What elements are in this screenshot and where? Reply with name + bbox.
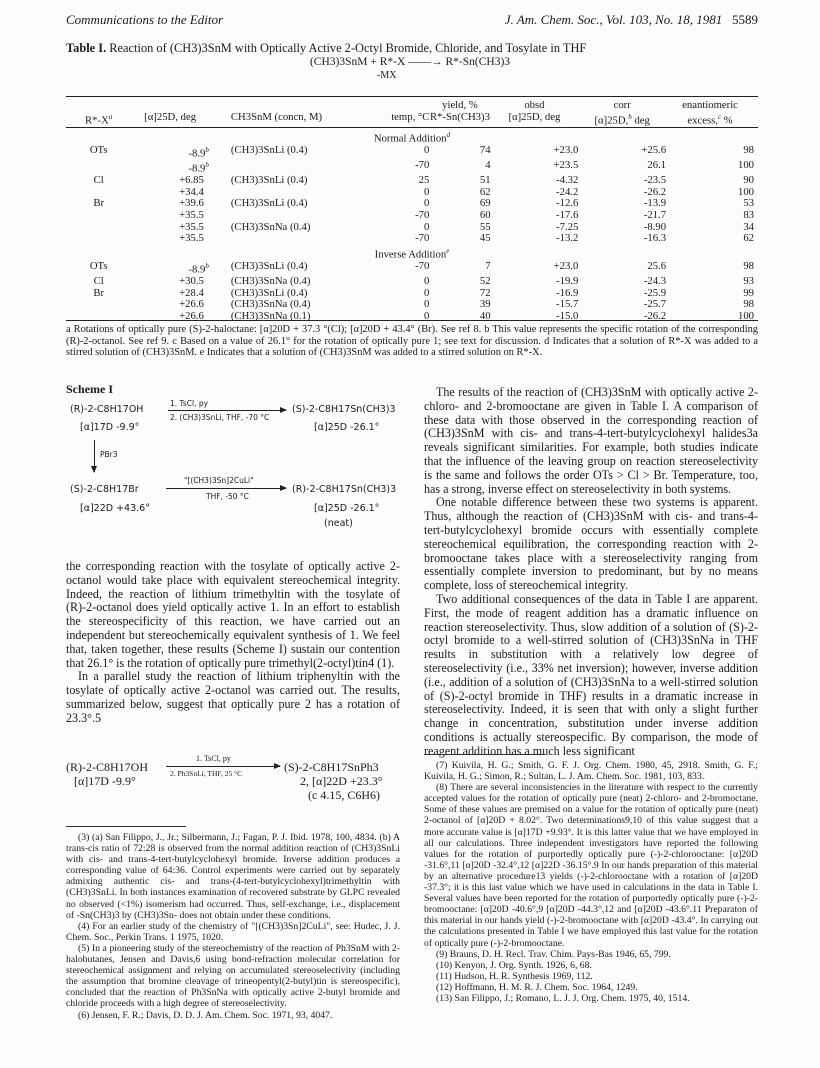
cell-ee: 98 [743, 259, 754, 272]
cell-corr: -24.3 [643, 275, 667, 288]
eq2-arrow-1: 1. TsCl, py [196, 754, 231, 763]
cell-yield: 74 [479, 143, 491, 156]
left-footnotes [66, 832, 400, 1021]
eq2-right-rot: 2, [α]22D +23.3° [300, 774, 383, 788]
section-normal: Normal Addition$^d$ [373, 130, 451, 145]
cell-obsd: -15.0 [556, 309, 579, 322]
right-paragraph-3: Two additional consequences of the data in Table I are apparent. First, the mode of reagent addition has a dramatic influence on reaction stereoselectivity. Thus, slow addition of a solution of (S)-2-octyl bromide to a well-stirred solution of (CH3)3SnNa in THF results in substitution with a relatively low degree of stereoselectivity (i.e., 33% net inversion); however, inverse addition (i.e., addition of a solution of (CH3)3SnNa to a well-stirred solution of (S)-2-octyl bromide in THF) results in a dramatic increase in stereoselectivity. Indeed, it is seen that with only a slight further change in concentration, substitution under inverse addition conditions is actually stereospecific. By comparison, the mode of reagent addition has a much less significant [424, 591, 758, 758]
right-footnote-rule [424, 754, 544, 755]
footnote-entry: (13) San Filippo, J.; Romano, L. J. J. Org. Chem. 1975, 40, 1514. [436, 992, 690, 1004]
scheme-1 [66, 382, 400, 552]
scheme-down-arrow [94, 440, 95, 472]
eq2-left-rot: [α]17D -9.9° [74, 774, 136, 788]
cell-alpha: +35.5 [179, 209, 204, 221]
footnote-entry: (10) Kenyon, J. Org. Synth. 1926, 6, 68. [436, 959, 592, 971]
cell-rx: Br [93, 286, 104, 299]
cell-yield: 62 [479, 185, 491, 198]
cell-reagent: (CH3)3SnNa (0.1) [230, 309, 311, 322]
cell-obsd: -16.9 [556, 286, 579, 299]
scheme-top-left: (R)-2-C8H17OH [70, 404, 144, 415]
cell-alpha: +26.6 [179, 298, 204, 311]
cell-alpha: +39.6 [179, 197, 204, 210]
scheme-top-arrow-2: 2. (CH3)3SnLi, THF, -70 °C [170, 413, 270, 422]
cell-rx [66, 210, 131, 222]
scheme-title: Scheme I [66, 382, 113, 396]
cell-obsd: +23.5 [553, 159, 579, 172]
eq2-right-cond: (c 4.15, C6H6) [308, 788, 380, 802]
header-temp: temp, °C [391, 110, 430, 123]
header-obsd-alpha: [α]25D, deg [508, 110, 561, 123]
cell-temp: 0 [423, 298, 430, 311]
cell-corr: -26.2 [643, 309, 667, 322]
cell-corr: -26.2 [643, 185, 667, 198]
volume-info: Vol. 103, No. 18, 1981 [605, 12, 723, 27]
table-label: Table I. [66, 41, 107, 55]
cell-obsd: -17.6 [556, 209, 579, 221]
equation-sub: -MX [377, 70, 397, 81]
cell-yield: 7 [485, 259, 491, 272]
cell-temp: 0 [423, 197, 430, 210]
cell-reagent [209, 233, 368, 245]
cell-alpha: +28.4 [179, 286, 204, 299]
left-column-body [66, 560, 400, 726]
table-caption-text: Reaction of (CH3)3SnM with Optically Active 2-Octyl Bromide, Chloride, and Tosylate in THF [109, 41, 587, 55]
header-reagent: CH3SnM (concn, M) [230, 110, 323, 123]
header-corr-alpha: [α]25D,$^b$ deg [594, 112, 650, 127]
cell-reagent [209, 160, 368, 175]
data-table [66, 100, 758, 322]
table-row [66, 160, 758, 175]
cell-alpha: +35.5 [179, 220, 204, 233]
cell-reagent: (CH3)3SnNa (0.4) [230, 298, 311, 311]
eq2-arrow [166, 766, 280, 767]
cell-temp: 0 [423, 220, 430, 233]
cell-obsd: +23.0 [553, 143, 579, 156]
cell-rx [66, 233, 131, 245]
left-paragraph-1: the corresponding reaction with the tosylate of optically active 2-octanol would take place with equivalent stereochemical integrity. Indeed, the reaction of lithium trimethyltin with the tosylate of (R)-2-octanol does yield optically active 1. In an effort to establish the stereospecificity of this reaction, we have carried out an independent but stereochemically equivalent synthesis of 1. We feel that, taken together, these results (Scheme I) sustain our contention that 26.1° is the rotation of optically pure trimethyl(2-octyl)tin4 (1). [66, 559, 400, 670]
cell-obsd: +23.0 [553, 259, 579, 272]
cell-obsd: -15.7 [556, 298, 579, 311]
scheme-top-arrow-1: 1. TsCl, py [170, 399, 209, 408]
table-header-row-1 [66, 100, 758, 112]
section-normal-row [66, 129, 758, 145]
right-footnotes [424, 760, 758, 1004]
header-enantiomeric: enantiomeric [682, 99, 738, 111]
footnote-entry: (9) Brauns, D. H. Recl. Trav. Chim. Pays-Bas 1946, 65, 799. [436, 948, 671, 960]
left-paragraph-2: In a parallel study the reaction of lithium triphenyltin with the tosylate of optically active 2-octanol was carried out. The results, summarized below, suggest that optically pure 2 has a rotation of 23.3°.5 [66, 669, 400, 725]
table-row [66, 233, 758, 245]
footnote-entry: (8) There are several inconsistencies in the literature with respect to the currently accepted values for the rotation of optically pure (neat) 2-chloro- and 2-bromoctane. Some of these values are premised on a value for the rotation of optically pure (neat) 2-octanol of [α]20D + 8.02°. Two determinations9,10 of this value suggest that a more accurate value is [α]17D +9.93°. It is this latter value that we have employed in all our calculations. Three independent investigators have reported the following values for the rotation of purportedly optically pure (-)-2-chlorooctane: [α]20D -31.6°,11 [α]20D -32.4°,12 [α]22D -36.15°.9 In our hands preparation of this material by an alternative procedure13 yields (-)-2-chlorooctane with a rotation of [α]20D -37.3°; it is this last value which we have used in calculations in the data in Table I. Several values have been reported for the rotation of purportedly optically pure (-)-2-bromooctane: [α]20D -40.6°,9 [α]20D -44.3°,12 and [α]20D -43.6°.11 Preparaton of this material in our hands yield (-)-2-bromooctane with [α]20D -43.4°. In carrying out the calculations presented in Table I we have employed this last value for the rotation of optically pure (-)-2-bromooctane. [424, 782, 758, 949]
cell-corr: -13.9 [643, 197, 667, 210]
scheme-down-reagent: PBr3 [100, 450, 118, 459]
cell-ee: 53 [743, 197, 754, 210]
cell-yield: 55 [479, 220, 491, 233]
cell-yield: 4 [485, 159, 491, 172]
cell-ee: 98 [743, 143, 754, 156]
scheme-bot-arrow-2: THF, -50 °C [206, 492, 249, 501]
running-header [66, 12, 758, 30]
cell-ee: 83 [743, 209, 754, 221]
cell-temp: 25 [418, 174, 430, 187]
header-corr: corr [613, 99, 631, 111]
table-header-row-2 [66, 112, 758, 128]
cell-temp: 0 [423, 275, 430, 288]
right-paragraph-2: One notable difference between these two systems is apparent. Thus, although the reaction of (CH3)3SnM with cis- and trans-4-tert-butylcyclohexyl bromide occurs with essentially complete stereochemical equilibration, the corresponding reaction with 2-bromooctane takes place with a stereoselectivity ranging from essentially complete inversion to predominant, but by no means complete, loss of stereochemical integrity. [424, 495, 758, 593]
cell-temp: 0 [423, 309, 430, 322]
table-bottom-rule [66, 320, 758, 321]
scheme-top-right-rot: [α]25D -26.1° [314, 422, 380, 433]
cell-alpha: +35.5 [179, 232, 204, 245]
cell-temp: 0 [423, 185, 430, 198]
cell-yield: 60 [479, 209, 491, 221]
cell-obsd: -7.25 [556, 220, 579, 233]
scheme-bot-arrow-1: "[(CH3)3Sn]2CuLi" [184, 476, 254, 485]
cell-ee: 98 [743, 298, 754, 311]
cell-corr: -16.3 [643, 232, 667, 245]
table-row [66, 145, 758, 160]
header-yield: yield, % [442, 99, 478, 111]
cell-ee: 100 [737, 159, 754, 172]
cell-yield: 51 [479, 174, 491, 187]
cell-rx: OTs [89, 259, 108, 272]
scheme-bot-arrow [166, 488, 286, 489]
scheme-bot-left: (S)-2-C8H17Br [70, 484, 139, 495]
table-row [66, 261, 758, 276]
equation-text: (CH3)3SnM + R*-X ——→ R*-Sn(CH3)3 [309, 56, 511, 68]
header-product: R*-Sn(CH3)3 [429, 110, 490, 123]
cell-rx: Cl [93, 275, 104, 288]
scheme-top-right: (S)-2-C8H17Sn(CH3)3 [292, 404, 396, 415]
cell-corr: 26.1 [647, 159, 667, 172]
cell-yield: 72 [479, 286, 491, 299]
footnote-entry: (12) Hoffmann, H. M. R. J. Chem. Soc. 1964, 1249. [436, 981, 638, 993]
journal-citation [505, 12, 758, 28]
footnote-entry: (5) In a pioneering study of the stereochemistry of the reaction of Ph3SnM with 2-halobutanes, Jensen and Davis,6 using bond-refraction molecular correlation for stereochemical assignment and relying on accumulated stereoselectivity (including the assumption that bromine cleavage of trineopentyl(2-butyl)tin is stereospecific), concluded that the reaction of Ph3SnNa with optically active 2-butyl bromide and chloride proceeds with a high degree of stereoselectivity. [66, 942, 400, 1010]
cell-obsd: -24.2 [556, 185, 579, 198]
section-inverse: Inverse Addition$^e$ [374, 246, 450, 261]
cell-ee: 93 [743, 275, 754, 288]
header-obsd: obsd [524, 99, 545, 111]
cell-rx: OTs [89, 143, 108, 156]
cell-reagent: (CH3)3SnNa (0.4) [230, 220, 311, 233]
cell-obsd: -12.6 [556, 197, 579, 210]
scheme-top-left-rot: [α]17D -9.9° [80, 422, 140, 433]
cell-alpha: -8.9$^b$ [188, 261, 209, 276]
cell-yield: 40 [479, 309, 491, 322]
cell-ee: 90 [743, 174, 754, 187]
cell-temp: 0 [423, 286, 430, 299]
cell-rx: Cl [93, 174, 104, 187]
cell-rx: Br [93, 197, 104, 210]
cell-obsd: -19.9 [556, 275, 579, 288]
cell-corr: -25.7 [643, 298, 667, 311]
table-equation [0, 56, 820, 81]
page-number: 5589 [732, 12, 758, 27]
cell-reagent: (CH3)3SnNa (0.4) [230, 275, 311, 288]
cell-ee: 62 [743, 232, 754, 245]
eq2-arrow-2: 2. Ph3SnLi, THF, 25 °C [170, 769, 243, 778]
cell-corr: -23.5 [643, 174, 667, 187]
header-ee: excess,$^c$ % [687, 112, 733, 127]
cell-corr: 25.6 [647, 259, 667, 272]
scheme-top-arrow [168, 410, 286, 411]
eq2-left: (R)-2-C8H17OH [66, 760, 148, 774]
header-rx: $R*-X^a$ [85, 112, 113, 127]
cell-yield: 45 [479, 232, 491, 245]
cell-corr: +25.6 [641, 143, 667, 156]
cell-reagent: (CH3)3SnLi (0.4) [230, 259, 308, 272]
cell-yield: 69 [479, 197, 491, 210]
cell-corr: -8.90 [643, 220, 667, 233]
cell-alpha: -8.9$^b$ [188, 161, 209, 175]
section-inverse-row [66, 245, 758, 261]
footnote-entry: (11) Hudson, H. R. Synthesis 1969, 112. [436, 970, 593, 982]
cell-alpha: +30.5 [179, 275, 204, 288]
cell-corr: -25.9 [643, 286, 667, 299]
cell-temp: -70 [415, 232, 430, 245]
cell-yield: 39 [479, 298, 491, 311]
cell-obsd: -13.2 [556, 232, 579, 245]
table-caption [66, 41, 766, 56]
right-column-body [424, 386, 758, 759]
table-top-rule [66, 96, 758, 97]
cell-alpha: +26.6 [179, 309, 204, 322]
equation-2 [66, 754, 400, 804]
cell-ee: 99 [743, 286, 754, 299]
cell-rx [66, 160, 131, 175]
table-footnote: a Rotations of optically pure (S)-2-haloctane: [α]20D + 37.3 °(Cl); [α]20D + 43.4° (Br). See ref 8. b This value represents the specific rotation of the corresponding (R)-2-octanol. See ref 9. c Based on a value of 26.1° for the rotation of optically pure 1; see text for discussion. d Indicates that a solution of R*-X was added to a stirred solution of (CH3)3SnM. e Indicates that a solution of (CH3)3SnM was added to a stirred solution on R*-X. [66, 324, 758, 359]
footnote-entry: (7) Kuivila, H. G.; Smith, G. F. J. Org. Chem. 1980, 45, 2918. Smith, G. F.; Kuivila, H. G.; Simon, R.; Sultan, L. J. Am. Chem. Soc. 1981, 103, 833. [424, 760, 758, 783]
cell-reagent: (CH3)3SnLi (0.4) [230, 174, 308, 187]
cell-alpha: -8.9$^b$ [188, 145, 209, 160]
cell-rx [66, 222, 131, 234]
scheme-bot-left-rot: [α]22D +43.6° [80, 503, 150, 514]
left-footnote-rule [66, 826, 186, 827]
cell-alpha: +6.85 [179, 174, 204, 187]
footnote-entry: (6) Jensen, F. R.; Davis, D. D. J. Am. Chem. Soc. 1971, 93, 4047. [78, 1009, 333, 1021]
cell-reagent: (CH3)3SnLi (0.4) [230, 197, 308, 210]
cell-temp: -70 [415, 209, 430, 221]
cell-reagent: (CH3)3SnLi (0.4) [230, 143, 308, 156]
scheme-bot-right-note: (neat) [324, 518, 353, 529]
cell-temp: -70 [415, 259, 430, 272]
cell-temp: 0 [423, 143, 430, 156]
cell-alpha: +34.4 [179, 185, 204, 198]
scheme-bot-right-rot: [α]25D -26.1° [314, 503, 380, 514]
header-alpha: [α]25D, deg [144, 110, 197, 123]
cell-ee: 34 [743, 220, 754, 233]
cell-ee: 100 [737, 309, 754, 322]
section-title: Communications to the Editor [66, 12, 224, 27]
cell-obsd: -4.32 [556, 174, 579, 187]
cell-ee: 100 [737, 185, 754, 198]
eq2-right: (S)-2-C8H17SnPh3 [284, 760, 379, 774]
right-paragraph-1: The results of the reaction of (CH3)3SnM with optically active 2-chloro- and 2-bromooctane are given in Table I. A comparison of these data with those observed in the corresponding reaction of (CH3)3SnM with cis- and trans-4-tert-butylcyclohexyl halides3a reveals significant similarities. For example, both studies indicate that the influence of the leaving group on reaction stereoselectivity is the same and follows the order OTs > Cl > Br. Temperature, too, has a strong, inverse effect on stereoselectivity in both systems. [424, 385, 758, 496]
footnote-entry: (3) (a) San Filippo, J., Jr.; Silbermann, J.; Fagan, P. J. Ibid. 1978, 100, 4834. (b) A trans-cis ratio of 72:28 is observed from the normal addition reaction of (CH3)3SnLi with cis- and trans-4-tert-butylcyclohexyl bromide. Inverse addition produces a corresponding value of 64:36. Control experiments were carried out by separately admixing authentic cis- and trans-(4-tert-butylcyclohexyl)trimethyltin with (CH3)3SnLi. In both instances examination of recovered substrate by GLPC revealed no observed (<1%) isomerism had occurred. Thus, self-exchange, i.e., displacement of -Sn(CH3)3 by (CH3)3Sn- does not obtain under these conditions. [66, 832, 400, 921]
cell-rx [66, 299, 131, 311]
cell-corr: -21.7 [643, 209, 667, 221]
footnote-entry: (4) For an earlier study of the chemistry of "[(CH3)3Sn]2CuLi", see: Hudec, J. J. Chem. Soc., Perkin Trans. 1 1975, 1020. [66, 920, 400, 943]
cell-reagent: (CH3)3SnLi (0.4) [230, 286, 308, 299]
scheme-bot-right: (R)-2-C8H17Sn(CH3)3 [292, 484, 397, 495]
journal-name: J. Am. Chem. Soc., [504, 12, 603, 27]
cell-yield: 52 [479, 275, 491, 288]
cell-temp: -70 [415, 159, 430, 172]
